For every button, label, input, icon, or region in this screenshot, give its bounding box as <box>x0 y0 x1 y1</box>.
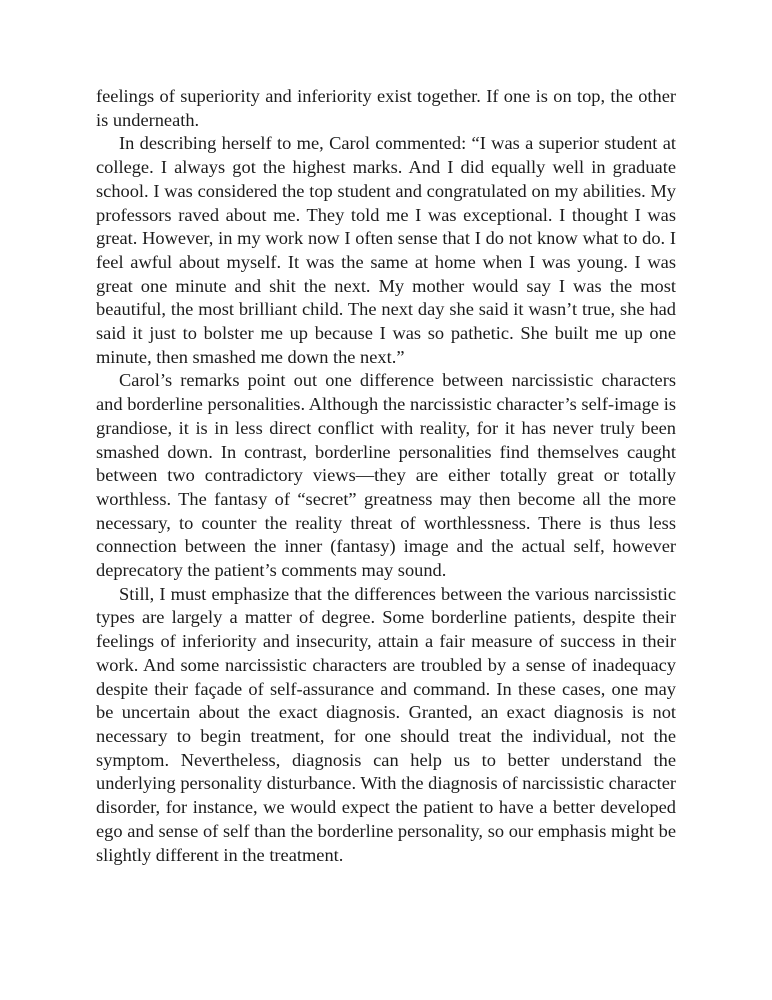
paragraph-diagnosis: Still, I must emphasize that the differences between the various narcissistic types are largely a matter of degree. Some borderline patients, despite their feelings of inferiority and insecurity, attain a fair measure of success in their work. And some narcissistic characters are troubled by a sense of inadequacy despite their façade of self-assurance and command. In these cases, one may be uncertain about the exact diagnosis. Granted, an exact diagnosis is not necessary to begin treatment, for one should treat the individual, not the symptom. Nevertheless, diagnosis can help us to better understand the underlying personality disturbance. With the diagnosis of narcissistic character disorder, for instance, we would expect the patient to have a better developed ego and sense of self than the borderline personality, so our emphasis might be slightly different in the treatment. <box>96 583 676 865</box>
paragraph-continuation: feelings of superiority and inferiority exist together. If one is on top, the other is underneath. <box>96 86 676 130</box>
paragraph-carol-quote: In describing herself to me, Carol commented: “I was a superior student at college. I always got the highest marks. And I did equally well in graduate school. I was considered the top student and congratulated on my abilities. My professors raved about me. They told me I was exceptional. I thought I was great. However, in my work now I often sense that I do not know what to do. I feel awful about myself. It was the same at home when I was young. I was great one minute and shit the next. My mother would say I was the most beautiful, the most brilliant child. The next day she said it wasn’t true, she had said it just to bolster me up because I was so pathetic. She built me up one minute, then smashed me down the next.” <box>96 133 676 367</box>
paragraph-narcissistic-vs-borderline: Carol’s remarks point out one difference between narcissistic characters and borderline personalities. Although the narcissistic character’s self-image is grandiose, it is in less direct conflict with reality, for it has never truly been smashed down. In contrast, borderline personalities find themselves caught between two contradictory views—they are either totally great or totally worthless. The fantasy of “secret” greatness may then become all the more necessary, to counter the reality threat of worthlessness. There is thus less connection between the inner (fantasy) image and the actual self, however deprecatory the patient’s comments may sound. <box>96 370 676 581</box>
